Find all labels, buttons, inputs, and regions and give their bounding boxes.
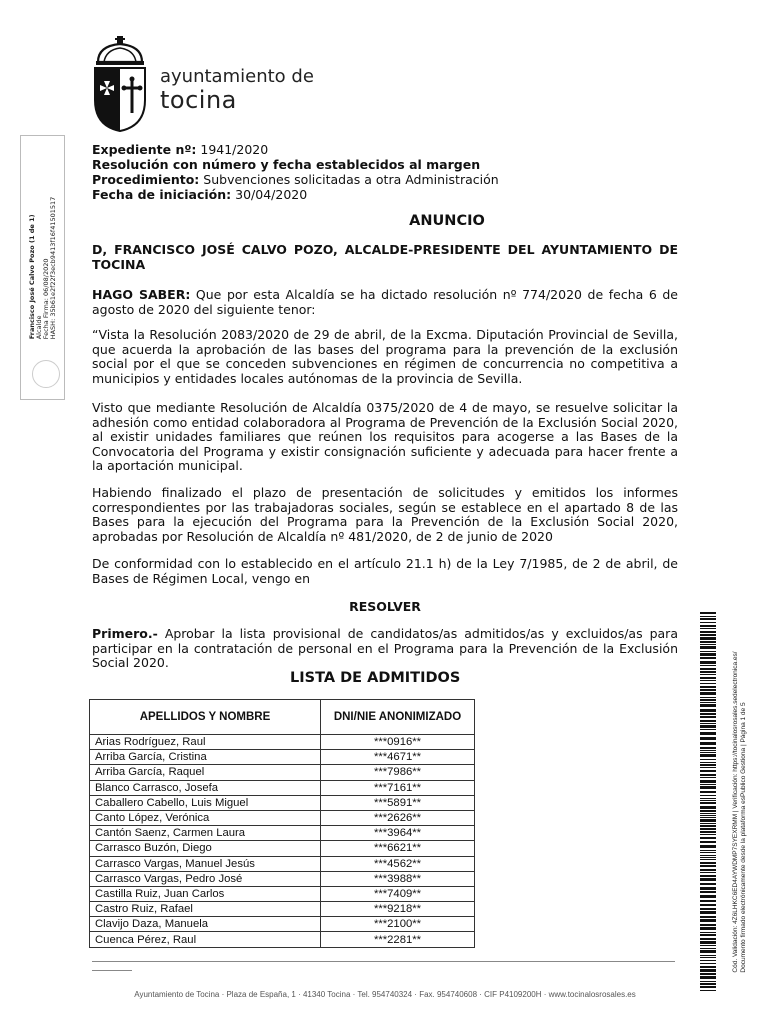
barcode-bar (700, 973, 716, 975)
table-header-row (90, 700, 475, 735)
row-dni: ***7409** (321, 886, 475, 901)
fecha-value: 30/04/2020 (235, 187, 308, 202)
barcode-bar (700, 825, 716, 827)
barcode-bar (700, 960, 716, 961)
row-dni: ***9218** (321, 902, 475, 917)
barcode-bar (700, 742, 716, 745)
barcode-bar (700, 924, 716, 926)
barcode-bar (700, 770, 716, 772)
barcode-bar (700, 657, 716, 659)
row-dni: ***5891** (321, 795, 475, 810)
barcode-bar (700, 938, 716, 940)
barcode-bar (700, 878, 716, 881)
row-name: Caballero Cabello, Luis Miguel (90, 795, 321, 810)
signer-role: Alcalde (34, 315, 43, 339)
coat-of-arms-logo (90, 34, 150, 134)
barcode-bar (700, 625, 716, 627)
barcode-bar (700, 850, 716, 851)
barcode-bar (700, 802, 716, 804)
document-metadata (92, 142, 499, 202)
row-name: Clavijo Daza, Manuela (90, 917, 321, 932)
hago-saber-label: HAGO SABER: (92, 287, 191, 302)
paragraph-2: Visto que mediante Resolución de Alcaldía 0375/2020 de 4 de mayo, se resuelve solicitar la adhesión como entidad colaboradora al Programa de Prevención de la Exclusión Social 2020, al existir unidades familiares que reúnen los requisitos para acogerse a las Bases de la Convocatoria del Programa y existir consignación suficiente y adecuada para hacer frente a la aportación municipal. (92, 400, 678, 474)
barcode-bar (700, 686, 716, 688)
barcode-bar (700, 671, 716, 673)
barcode-bar (700, 798, 716, 799)
barcode-bar (700, 810, 716, 812)
table-row (90, 841, 475, 856)
row-dni: ***7986** (321, 765, 475, 780)
anuncio-heading: ANUNCIO (409, 213, 485, 229)
barcode-bar (700, 966, 716, 968)
barcode-bar (700, 653, 716, 656)
row-name: Castilla Ruiz, Juan Carlos (90, 886, 321, 901)
row-name: Carrasco Buzón, Diego (90, 841, 321, 856)
admitidos-table (89, 699, 475, 948)
table-row (90, 932, 475, 947)
row-dni: ***2281** (321, 932, 475, 947)
row-dni: ***0916** (321, 735, 475, 750)
expediente-label: Expediente nº: (92, 142, 197, 157)
signer-name: Francisco José Calvo Pozo (1 de 1) (27, 213, 36, 339)
barcode-bar (700, 948, 716, 949)
barcode-bar (700, 891, 716, 893)
barcode-bar (700, 828, 716, 830)
table-row (90, 780, 475, 795)
barcode-bar (700, 759, 716, 760)
barcode-bar (700, 677, 716, 679)
barcode-bar (700, 981, 716, 982)
barcode-bar (700, 932, 716, 933)
row-name: Arriba García, Cristina (90, 750, 321, 765)
barcode-bar (700, 680, 716, 681)
row-dni: ***2100** (321, 917, 475, 932)
barcode-bar (700, 819, 716, 822)
barcode-bar (700, 837, 716, 839)
table-row (90, 917, 475, 932)
barcode-bar (700, 895, 716, 898)
barcode-bar (700, 689, 716, 691)
barcode-bar (700, 831, 716, 833)
barcode-bar (700, 883, 716, 885)
barcode-bar (700, 683, 716, 684)
barcode-bar (700, 767, 716, 768)
barcode-bar (700, 716, 716, 718)
barcode-bar (700, 661, 716, 664)
barcode-bar (700, 875, 716, 877)
barcode-bar (700, 834, 716, 835)
barcode-bar (700, 764, 716, 766)
barcode-bar (700, 815, 716, 816)
row-name: Cuenca Pérez, Raul (90, 932, 321, 947)
barcode-bar (700, 725, 716, 728)
row-name: Cantón Saenz, Carmen Laura (90, 826, 321, 841)
barcode-bar (700, 841, 716, 843)
barcode-bar (700, 945, 716, 946)
barcode-bar (700, 976, 716, 979)
barcode-bar (700, 622, 716, 623)
barcode-bar (700, 990, 716, 991)
row-dni: ***3964** (321, 826, 475, 841)
primero-label: Primero.- (92, 626, 158, 641)
barcode-bar (700, 911, 716, 914)
barcode-bar (700, 612, 716, 614)
sign-hash: HASH: 35b61e2f22f3ecb9413f16f41501517 (48, 196, 57, 339)
barcode-bar (700, 697, 716, 698)
barcode-bar (700, 800, 716, 801)
table-row (90, 902, 475, 917)
barcode-bar (700, 969, 716, 972)
barcode-bar (700, 692, 716, 695)
barcode-bar (700, 955, 716, 956)
barcode (700, 612, 716, 992)
barcode-bar (700, 747, 716, 749)
barcode-bar (700, 674, 716, 675)
table-row (90, 856, 475, 871)
barcode-bar (700, 784, 716, 785)
row-name: Carrasco Vargas, Pedro José (90, 871, 321, 886)
barcode-bar (700, 855, 716, 856)
barcode-bar (700, 904, 716, 906)
sign-date: Fecha Firma: 06/08/2020 (41, 257, 50, 339)
barcode-bar (700, 872, 716, 873)
barcode-bar (700, 919, 716, 922)
barcode-bar (700, 941, 716, 944)
barcode-bar (700, 631, 716, 633)
barcode-bar (700, 729, 716, 730)
barcode-bar (700, 857, 716, 858)
barcode-bar (700, 752, 716, 753)
barcode-bar (700, 780, 716, 783)
org-name-line1: ayuntamiento de (160, 66, 314, 87)
barcode-bar (700, 823, 716, 824)
row-name: Castro Ruiz, Rafael (90, 902, 321, 917)
table-row (90, 810, 475, 825)
table-row (90, 765, 475, 780)
row-name: Canto López, Verónica (90, 810, 321, 825)
barcode-bar (700, 817, 716, 818)
barcode-bar (700, 618, 716, 620)
row-dni: ***7161** (321, 780, 475, 795)
barcode-bar (700, 927, 716, 930)
row-dni: ***4671** (321, 750, 475, 765)
barcode-bar (700, 720, 716, 722)
row-name: Blanco Carrasco, Josefa (90, 780, 321, 795)
barcode-bar (700, 750, 716, 751)
barcode-bar (700, 737, 716, 740)
table-row (90, 795, 475, 810)
table-row (90, 735, 475, 750)
barcode-bar (700, 845, 716, 848)
validation-line-1: Cód. Validación: 4Z6LHKC6ED4AYWDMP7SYEXRMM | Verificación: https://tocinalosrosales.sedelectronica.es/ (732, 651, 739, 973)
table-row (90, 871, 475, 886)
validation-line-2: Documento firmado electrónicamente desde la plataforma esPublico Gestiona | Página 1 de 5 (740, 702, 747, 973)
primero-text: Aprobar la lista provisional de candidatos/as admitidos/as y excluidos/as para participar en la contratación de personal en el Programa para la Prevención de la Exclusión Social 2020. (92, 626, 678, 671)
barcode-bar (700, 887, 716, 890)
barcode-bar (700, 651, 716, 652)
barcode-bar (700, 644, 716, 645)
barcode-bar (700, 963, 716, 964)
barcode-bar (700, 754, 716, 757)
paragraph-1: “Vista la Resolución 2083/2020 de 29 de abril, de la Excma. Diputación Provincial de Sevilla, que acuerda la aprobación de las bases del programa para la prevención de la exclusión social por el que se conceden subvenciones en régimen de concurrencia no competitiva a municipios y entidades locales autónomas de la provincia de Sevilla. (92, 327, 678, 386)
barcode-bar (700, 950, 716, 953)
paragraph-3: Habiendo finalizado el plazo de presentación de solicitudes y emitidos los informes correspondientes por las trabajadoras sociales, según se establece en el apartado 8 de las Bases para la ejecución del Programa para la Prevención de la Exclusión Social 2020, aprobadas por Resolución de Alcaldía nº 481/2020, de 2 de junio de 2020 (92, 485, 678, 544)
barcode-bar (700, 900, 716, 902)
barcode-bar (700, 641, 716, 643)
alcalde-heading: D, FRANCISCO JOSÉ CALVO POZO, ALCALDE-PRESIDENTE DEL AYUNTAMIENTO DE TOCINA (92, 242, 678, 272)
barcode-bar (700, 646, 716, 649)
barcode-bar (700, 859, 716, 860)
barcode-bar (700, 665, 716, 666)
barcode-bar (700, 791, 716, 793)
barcode-bar (700, 957, 716, 958)
primero-paragraph (92, 627, 678, 671)
barcode-bar (700, 865, 716, 867)
barcode-bar (700, 777, 716, 778)
row-dni: ***4562** (321, 856, 475, 871)
row-dni: ***3988** (321, 871, 475, 886)
footnote-divider (92, 961, 675, 962)
barcode-bar (700, 795, 716, 796)
row-name: Arias Rodríguez, Raul (90, 735, 321, 750)
barcode-bar (700, 786, 716, 789)
procedimiento-label: Procedimiento: (92, 172, 200, 187)
barcode-bar (700, 806, 716, 809)
barcode-bar (700, 762, 716, 763)
row-dni: ***6621** (321, 841, 475, 856)
barcode-bar (700, 637, 716, 640)
barcode-bar (700, 616, 716, 617)
barcode-bar (700, 702, 716, 703)
fecha-label: Fecha de iniciación: (92, 187, 232, 202)
table-row (90, 750, 475, 765)
org-name-line2: tocina (160, 86, 237, 114)
column-header-dni: DNI/NIE ANONIMIZADO (321, 700, 475, 735)
resolver-heading (0, 599, 770, 614)
table-row (90, 826, 475, 841)
barcode-bar (700, 713, 716, 715)
row-name: Carrasco Vargas, Manuel Jesús (90, 856, 321, 871)
lista-admitidos-title: LISTA DE ADMITIDOS (290, 670, 461, 686)
resolucion-line: Resolución con número y fecha establecidos al margen (92, 157, 481, 172)
hago-saber-text: Que por esta Alcaldía se ha dictado resolución nº 774/2020 de fecha 6 de agosto de 2020 del siguiente tenor: (92, 287, 678, 317)
footnote-divider-short (92, 970, 132, 971)
hago-saber-paragraph (92, 288, 678, 317)
barcode-bar (700, 983, 716, 985)
table-row (90, 886, 475, 901)
validation-text (732, 651, 748, 972)
row-dni: ***2626** (321, 810, 475, 825)
seal-icon (32, 360, 60, 388)
barcode-bar (700, 704, 716, 707)
barcode-bar (700, 732, 716, 735)
barcode-bar (700, 699, 716, 701)
barcode-bar (700, 862, 716, 864)
barcode-bar (700, 634, 716, 636)
row-name: Arriba García, Raquel (90, 765, 321, 780)
barcode-bar (700, 908, 716, 910)
page-footer: Ayuntamiento de Tocina · Plaza de España, 1 · 41340 Tocina · Tel. 954740324 · Fax. 954740608 · CIF P4109200H · www.tocinalosrosales.es (134, 990, 636, 999)
column-header-name: APELLIDOS Y NOMBRE (90, 700, 321, 735)
resolver-text: RESOLVER (349, 599, 421, 614)
barcode-bar (700, 774, 716, 776)
barcode-bar (700, 668, 716, 670)
paragraph-4: De conformidad con lo establecido en el artículo 21.1 h) de la Ley 7/1985, de 2 de abril, de Bases de Régimen Local, vengo en (92, 556, 678, 586)
barcode-bar (700, 813, 716, 814)
barcode-bar (700, 852, 716, 853)
barcode-bar (700, 723, 716, 724)
barcode-bar (700, 869, 716, 871)
barcode-bar (700, 934, 716, 936)
procedimiento-value: Subvenciones solicitadas a otra Administración (203, 172, 499, 187)
barcode-bar (700, 709, 716, 712)
expediente-value: 1941/2020 (200, 142, 269, 157)
barcode-bar (700, 628, 716, 629)
barcode-bar (700, 986, 716, 988)
barcode-bar (700, 916, 716, 918)
